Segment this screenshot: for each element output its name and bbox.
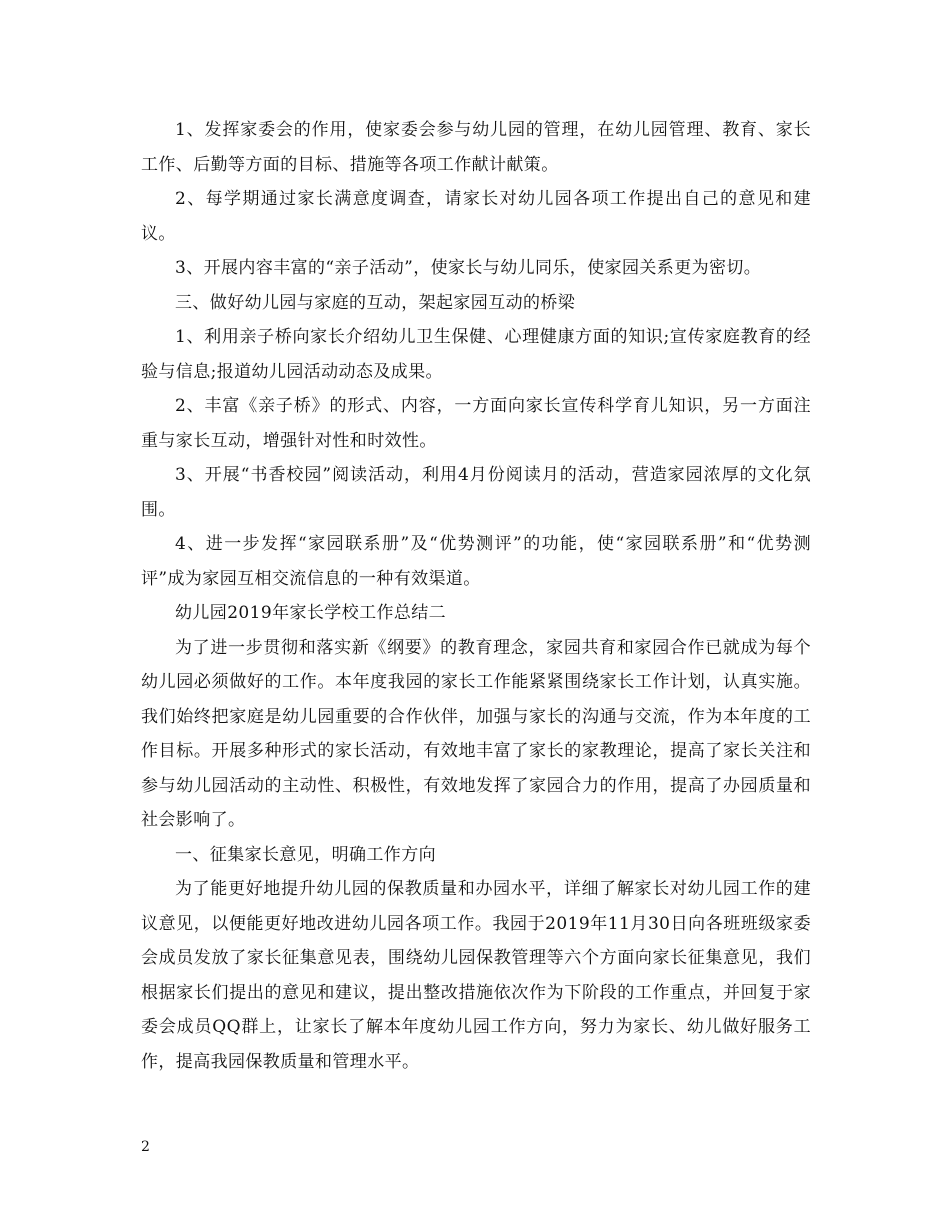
paragraph-summary-intro: 为了进一步贯彻和落实新《纲要》的教育理念，家园共育和家园合作已就成为每个幼儿园必须做好的工作。本年度我园的家长工作能紧紧围绕家长工作计划，认真实施。我们始终把家庭是幼儿园重要的合作伙伴，加强与家长的沟通与交流，作为本年度的工作目标。开展多种形式的家长活动，有效地丰富了家长的家教理论，提高了家长关注和参与幼儿园活动的主动性、积极性，有效地发挥了家园合力的作用，提高了办园质量和社会影响了。	[141, 637, 811, 830]
paragraph-contact-booklet: 4、进一步发挥“家园联系册”及“优势测评”的功能，使“家园联系册”和“优势测评”成为家园互相交流信息的一种有效渠道。	[141, 534, 811, 589]
paragraph-parent-child-activity: 3、开展内容丰富的“亲子活动”，使家长与幼儿同乐，使家园关系更为密切。	[175, 258, 762, 278]
paragraph-parent-bridge-intro: 1、利用亲子桥向家长介绍幼儿卫生保健、心理健康方面的知识;宣传家庭教育的经验与信息;报道幼儿园活动动态及成果。	[141, 327, 811, 382]
summary-title-two: 幼儿园2019年家长学校工作总结二	[175, 603, 447, 623]
document-body	[141, 113, 811, 1079]
paragraph-reading-activity: 3、开展“书香校园”阅读活动，利用4月份阅读月的活动，营造家园浓厚的文化氛围。	[141, 465, 811, 520]
page-number: 2	[141, 1139, 150, 1155]
section-heading-collect-opinions: 一、征集家长意见，明确工作方向	[175, 844, 436, 865]
paragraph-satisfaction-survey: 2、每学期通过家长满意度调查，请家长对幼儿园各项工作提出自己的意见和建议。	[141, 189, 811, 244]
paragraph-parent-bridge-content: 2、丰富《亲子桥》的形式、内容，一方面向家长宣传科学育儿知识，另一方面注重与家长互动，增强针对性和时效性。	[141, 396, 811, 451]
paragraph-committee-role: 1、发挥家委会的作用，使家委会参与幼儿园的管理，在幼儿园管理、教育、家长工作、后勤等方面的目标、措施等各项工作献计献策。	[141, 120, 811, 175]
section-heading-interaction: 三、做好幼儿园与家庭的互动，架起家园互动的桥梁	[175, 292, 576, 313]
paragraph-collect-opinions: 为了能更好地提升幼儿园的保教质量和办园水平，详细了解家长对幼儿园工作的建议意见，以便能更好地改进幼儿园各项工作。我园于2019年11月30日向各班班级家委会成员发放了家长征集意见表，围绕幼儿园保教管理等六个方面向家长征集意见，我们根据家长们提出的意见和建议，提出整改措施依次作为下阶段的工作重点，并回复于家委会成员QQ群上，让家长了解本年度幼儿园工作方向，努力为家长、幼儿做好服务工作，提高我园保教质量和管理水平。	[141, 879, 811, 1072]
